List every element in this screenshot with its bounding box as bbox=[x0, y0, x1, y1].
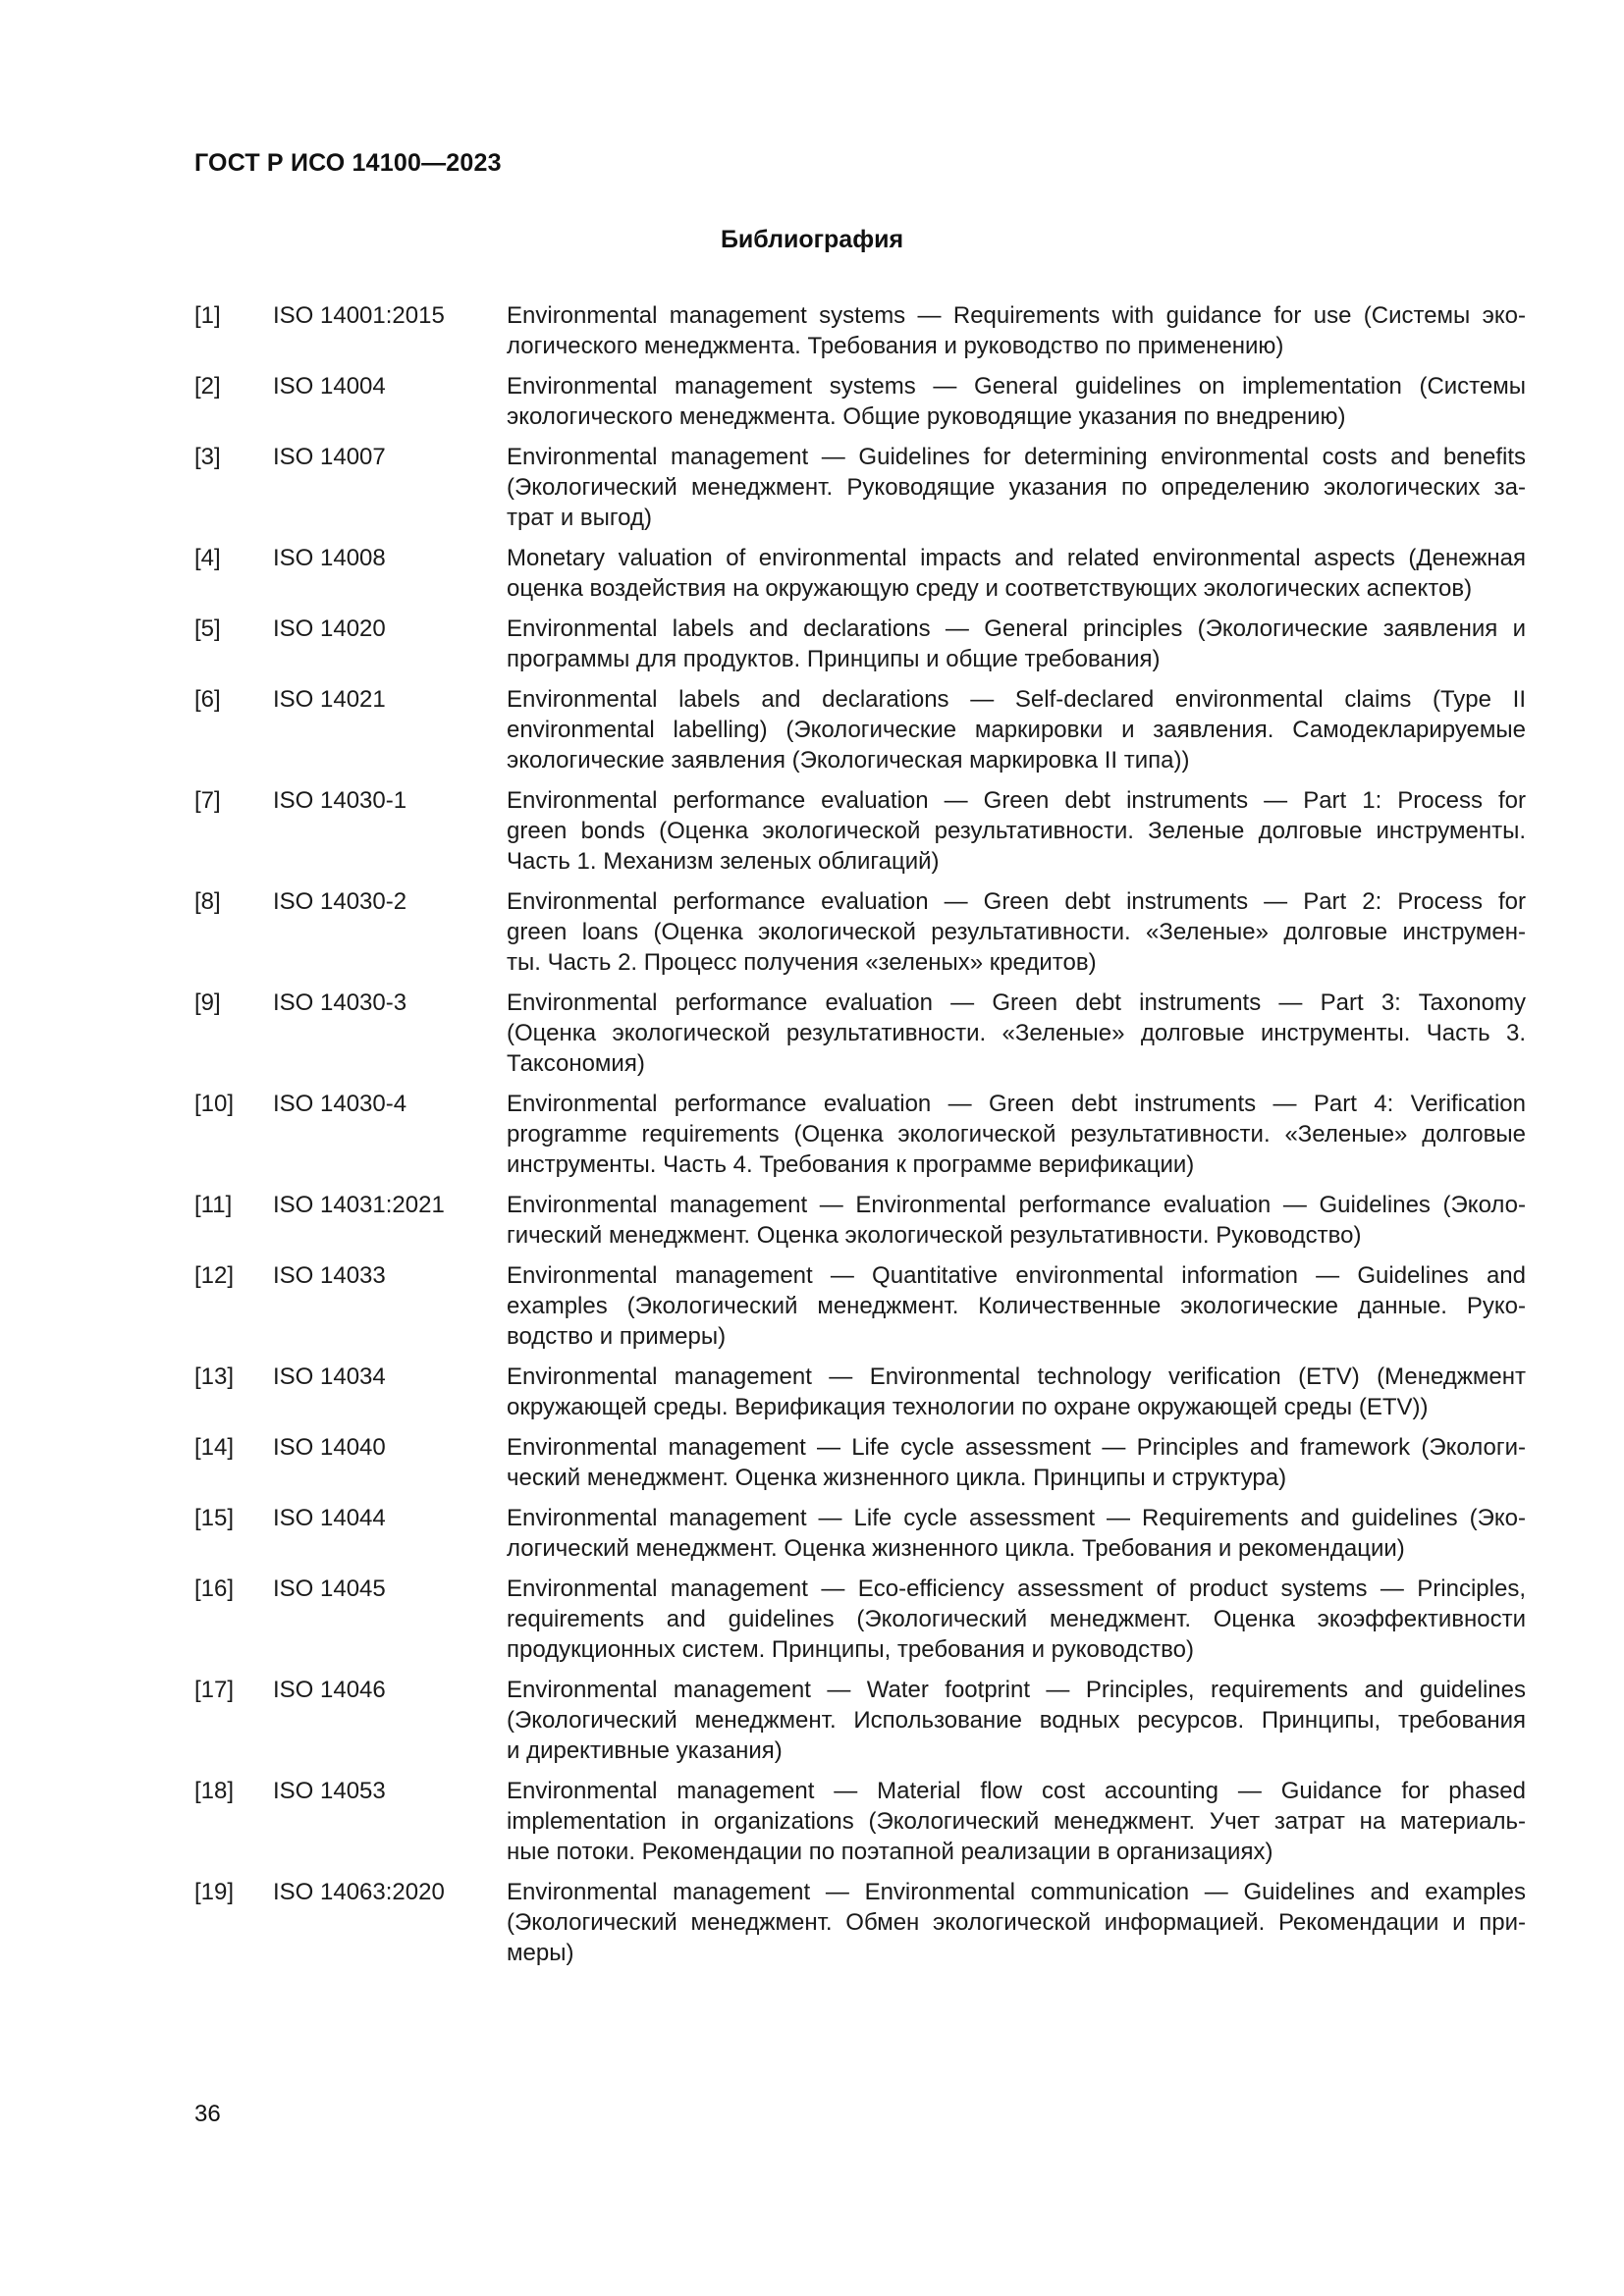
reference-number: [18] bbox=[194, 1778, 235, 1804]
bibliography-list bbox=[194, 300, 1526, 1978]
standard-designation: ISO 14046 bbox=[273, 1677, 386, 1703]
reference-title bbox=[507, 1362, 1526, 1422]
reference-title-line: ческий менеджмент. Оценка жизненного цикла. Принципы и структура) bbox=[507, 1465, 1287, 1491]
reference-number: [11] bbox=[194, 1192, 233, 1218]
reference-title bbox=[507, 300, 1526, 361]
reference-number: [7] bbox=[194, 787, 221, 814]
standard-designation: ISO 14020 bbox=[273, 615, 386, 642]
standard-designation: ISO 14030-1 bbox=[273, 787, 407, 814]
reference-title-line: implementation in organizations (Экологический менеджмент. Учет затрат на материаль- bbox=[507, 1808, 1526, 1835]
reference-title-line: Environmental performance evaluation — Green debt instruments — Part 4: Verification bbox=[507, 1091, 1526, 1117]
reference-number: [8] bbox=[194, 888, 221, 915]
reference-title-line: программы для продуктов. Принципы и общие требования) bbox=[507, 646, 1161, 672]
reference-title-line: (Оценка экологической результативности. «Зеленые» долговые инструменты. Часть 3. bbox=[507, 1020, 1526, 1046]
reference-title bbox=[507, 886, 1526, 978]
bibliography-entry bbox=[194, 1675, 1526, 1766]
reference-title-line: Environmental management — Guidelines for determining environmental costs and benefits bbox=[507, 444, 1526, 470]
reference-number: [5] bbox=[194, 615, 221, 642]
reference-title bbox=[507, 1260, 1526, 1352]
reference-number: [2] bbox=[194, 373, 221, 400]
section-title: Библиография bbox=[720, 226, 904, 253]
reference-title-line: Environmental performance evaluation — Green debt instruments — Part 3: Taxonomy bbox=[507, 989, 1526, 1016]
reference-title bbox=[507, 1574, 1526, 1665]
reference-title-line: оценка воздействия на окружающую среду и соответствующих экологических аспектов) bbox=[507, 575, 1473, 602]
standard-designation: ISO 14030-4 bbox=[273, 1091, 407, 1117]
bibliography-entry bbox=[194, 1089, 1526, 1180]
reference-number: [1] bbox=[194, 302, 221, 329]
bibliography-entry bbox=[194, 1190, 1526, 1251]
reference-title bbox=[507, 785, 1526, 877]
reference-title-line: Environmental management — Eco-efficiency assessment of product systems — Principles, bbox=[507, 1575, 1526, 1602]
reference-title-line: меры) bbox=[507, 1940, 574, 1966]
standard-designation: ISO 14063:2020 bbox=[273, 1879, 445, 1905]
reference-number: [6] bbox=[194, 686, 221, 713]
reference-title-line: Environmental management systems — Requirements with guidance for use (Системы эко- bbox=[507, 302, 1526, 329]
reference-title bbox=[507, 614, 1526, 674]
reference-title-line: (Экологический менеджмент. Обмен экологической информацией. Рекомендации и при- bbox=[507, 1909, 1526, 1936]
standard-designation: ISO 14053 bbox=[273, 1778, 386, 1804]
reference-title-line: продукционных систем. Принципы, требования и руководство) bbox=[507, 1636, 1194, 1663]
reference-number: [17] bbox=[194, 1677, 235, 1703]
reference-title-line: инструменты. Часть 4. Требования к программе верификации) bbox=[507, 1151, 1195, 1178]
standard-designation: ISO 14034 bbox=[273, 1363, 386, 1390]
reference-title-line: Environmental management systems — General guidelines on implementation (Системы bbox=[507, 373, 1526, 400]
reference-title-line: водство и примеры) bbox=[507, 1323, 727, 1350]
reference-title-line: окружающей среды. Верификация технологии по охране окружающей среды (ETV)) bbox=[507, 1394, 1429, 1420]
reference-number: [9] bbox=[194, 989, 221, 1016]
reference-number: [3] bbox=[194, 444, 221, 470]
bibliography-entry bbox=[194, 543, 1526, 604]
reference-title-line: ные потоки. Рекомендации по поэтапной реализации в организациях) bbox=[507, 1839, 1273, 1865]
reference-title-line: Environmental labels and declarations — General principles (Экологические заявления и bbox=[507, 615, 1526, 642]
reference-title-line: Environmental management — Environmental performance evaluation — Guidelines (Эколо- bbox=[507, 1192, 1526, 1218]
reference-number: [19] bbox=[194, 1879, 235, 1905]
bibliography-entry bbox=[194, 371, 1526, 432]
bibliography-entry bbox=[194, 1574, 1526, 1665]
reference-title-line: экологического менеджмента. Общие руководящие указания по внедрению) bbox=[507, 403, 1346, 430]
reference-title bbox=[507, 371, 1526, 432]
reference-title-line: трат и выгод) bbox=[507, 505, 652, 531]
bibliography-entry bbox=[194, 1877, 1526, 1968]
bibliography-entry bbox=[194, 1776, 1526, 1867]
reference-title-line: Environmental management — Quantitative environmental information — Guidelines and bbox=[507, 1262, 1526, 1289]
reference-title-line: ты. Часть 2. Процесс получения «зеленых» кредитов) bbox=[507, 949, 1097, 976]
reference-title-line: Часть 1. Механизм зеленых облигаций) bbox=[507, 848, 940, 875]
standard-designation: ISO 14045 bbox=[273, 1575, 386, 1602]
bibliography-entry bbox=[194, 1503, 1526, 1564]
reference-title bbox=[507, 1089, 1526, 1180]
reference-title-line: (Экологический менеджмент. Руководящие указания по определению экологических за- bbox=[507, 474, 1526, 501]
reference-title-line: green bonds (Оценка экологической результативности. Зеленые долговые инструменты. bbox=[507, 818, 1526, 844]
standard-designation: ISO 14008 bbox=[273, 545, 386, 571]
standard-designation: ISO 14030-3 bbox=[273, 989, 407, 1016]
bibliography-entry bbox=[194, 442, 1526, 533]
reference-title bbox=[507, 1503, 1526, 1564]
reference-title-line: Environmental labels and declarations — Self-declared environmental claims (Type II bbox=[507, 686, 1526, 713]
reference-title bbox=[507, 1877, 1526, 1968]
reference-title-line: логического менеджмента. Требования и руководство по применению) bbox=[507, 333, 1284, 359]
reference-title-line: programme requirements (Оценка экологической результативности. «Зеленые» долговые bbox=[507, 1121, 1526, 1148]
reference-title-line: Monetary valuation of environmental impacts and related environmental aspects (Денежная bbox=[507, 545, 1526, 571]
standard-designation: ISO 14033 bbox=[273, 1262, 386, 1289]
bibliography-entry bbox=[194, 1260, 1526, 1352]
bibliography-entry bbox=[194, 300, 1526, 361]
reference-title-line: Environmental management — Environmental communication — Guidelines and examples bbox=[507, 1879, 1526, 1905]
bibliography-entry bbox=[194, 1362, 1526, 1422]
bibliography-entry bbox=[194, 988, 1526, 1079]
reference-title-line: Environmental management — Environmental technology verification (ETV) (Менеджмент bbox=[507, 1363, 1526, 1390]
document-header: ГОСТ Р ИСО 14100—2023 bbox=[194, 149, 502, 177]
bibliography-entry bbox=[194, 886, 1526, 978]
standard-designation: ISO 14030-2 bbox=[273, 888, 407, 915]
reference-title-line: Environmental performance evaluation — Green debt instruments — Part 2: Process for bbox=[507, 888, 1526, 915]
reference-title-line: environmental labelling) (Экологические маркировки и заявления. Самодекларируемые bbox=[507, 717, 1526, 743]
reference-title bbox=[507, 684, 1526, 775]
reference-title bbox=[507, 442, 1526, 533]
standard-designation: ISO 14040 bbox=[273, 1434, 386, 1461]
standard-designation: ISO 14031:2021 bbox=[273, 1192, 445, 1218]
reference-number: [10] bbox=[194, 1091, 235, 1117]
reference-title bbox=[507, 1675, 1526, 1766]
bibliography-entry bbox=[194, 785, 1526, 877]
reference-number: [14] bbox=[194, 1434, 235, 1461]
reference-title-line: examples (Экологический менеджмент. Количественные экологические данные. Руко- bbox=[507, 1293, 1526, 1319]
reference-title-line: Environmental management — Material flow cost accounting — Guidance for phased bbox=[507, 1778, 1526, 1804]
reference-title-line: экологические заявления (Экологическая маркировка II типа)) bbox=[507, 747, 1190, 774]
reference-title-line: и директивные указания) bbox=[507, 1737, 783, 1764]
reference-title bbox=[507, 1190, 1526, 1251]
reference-title-line: логический менеджмент. Оценка жизненного цикла. Требования и рекомендации) bbox=[507, 1535, 1405, 1562]
reference-title-line: Environmental management — Life cycle assessment — Principles and framework (Экологи- bbox=[507, 1434, 1526, 1461]
reference-title-line: гический менеджмент. Оценка экологической результативности. Руководство) bbox=[507, 1222, 1362, 1249]
reference-title-line: Environmental management — Water footprint — Principles, requirements and guidelines bbox=[507, 1677, 1526, 1703]
reference-number: [16] bbox=[194, 1575, 235, 1602]
reference-title bbox=[507, 1776, 1526, 1867]
standard-designation: ISO 14021 bbox=[273, 686, 386, 713]
reference-title-line: Environmental performance evaluation — Green debt instruments — Part 1: Process for bbox=[507, 787, 1526, 814]
reference-title bbox=[507, 543, 1526, 604]
reference-title-line: (Экологический менеджмент. Использование водных ресурсов. Принципы, требования bbox=[507, 1707, 1526, 1734]
reference-title-line: green loans (Оценка экологической результативности. «Зеленые» долговые инструмен- bbox=[507, 919, 1526, 945]
reference-number: [13] bbox=[194, 1363, 235, 1390]
reference-title-line: Environmental management — Life cycle assessment — Requirements and guidelines (Эко- bbox=[507, 1505, 1526, 1531]
standard-designation: ISO 14001:2015 bbox=[273, 302, 445, 329]
standard-designation: ISO 14044 bbox=[273, 1505, 386, 1531]
reference-number: [15] bbox=[194, 1505, 235, 1531]
bibliography-entry bbox=[194, 1432, 1526, 1493]
reference-number: [4] bbox=[194, 545, 221, 571]
reference-title bbox=[507, 1432, 1526, 1493]
reference-title-line: requirements and guidelines (Экологический менеджмент. Оценка экоэффективности bbox=[507, 1606, 1526, 1632]
standard-designation: ISO 14004 bbox=[273, 373, 386, 400]
reference-title-line: Таксономия) bbox=[507, 1050, 645, 1077]
bibliography-entry bbox=[194, 684, 1526, 775]
reference-number: [12] bbox=[194, 1262, 235, 1289]
bibliography-entry bbox=[194, 614, 1526, 674]
standard-designation: ISO 14007 bbox=[273, 444, 386, 470]
reference-title bbox=[507, 988, 1526, 1079]
page-number: 36 bbox=[194, 2101, 221, 2127]
